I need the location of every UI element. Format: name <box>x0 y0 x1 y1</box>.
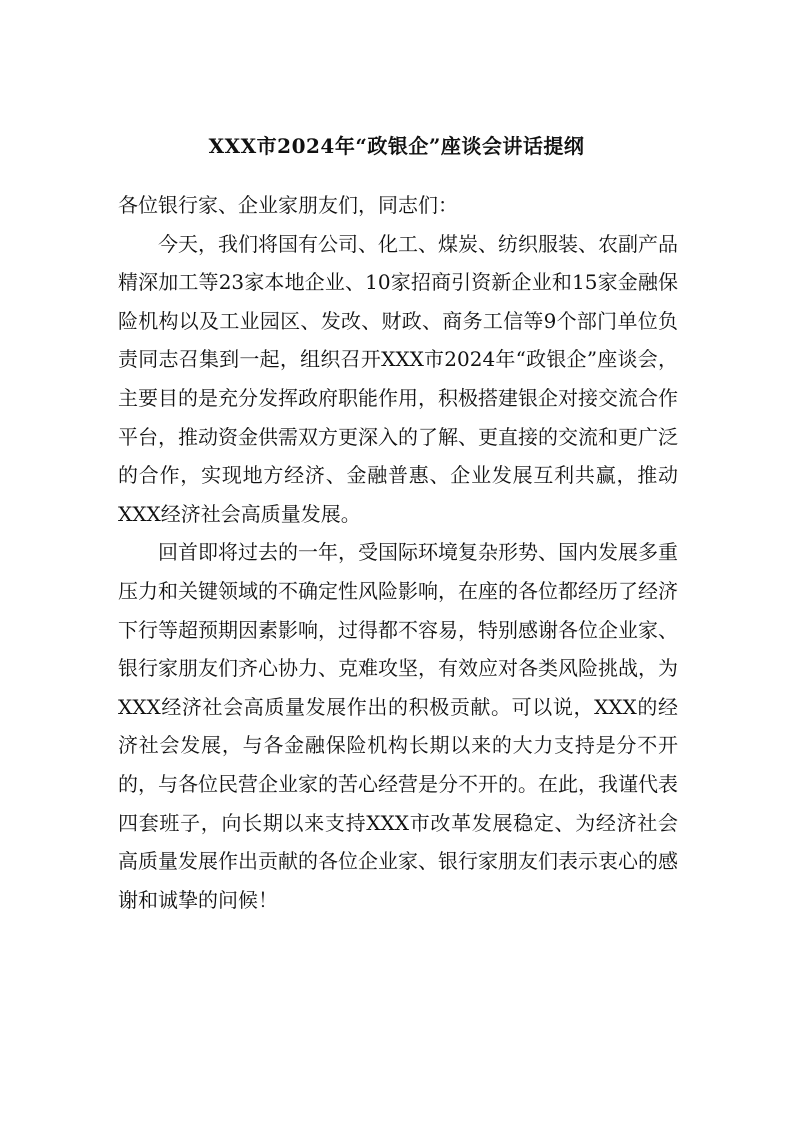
greeting-line: 各位银行家、企业家朋友们，同志们： <box>118 193 458 217</box>
paragraph-2: 回首即将过去的一年，受国际环境复杂形势、国内发展多重压力和关键领域的不确定性风险影响，在座的各位都经历了经济下行等超预期因素影响，过得都不容易，特别感谢各位企业家、银行家朋友们齐心协力、克难攻坚，有效应对各类风险挑战，为XXX经济社会高质量发展作出的积极贡献。可以说，XXX的经济社会发展，与各金融保险机构长期以来的大力支持是分不开的，与各位民营企业家的苦心经营是分不开的。在此，我谨代表四套班子，向长期以来支持XXX市改革发展稳定、为经济社会高质量发展作出贡献的各位企业家、银行家朋友们表示衷心的感谢和诚挚的问候！ <box>118 540 678 912</box>
document-body <box>118 186 678 919</box>
document-title: XXX市2024年“政银企”座谈会讲话提纲 <box>208 134 585 158</box>
paragraph-1: 今天，我们将国有公司、化工、煤炭、纺织服装、农副产品精深加工等23家本地企业、10家招商引资新企业和15家金融保险机构以及工业园区、发改、财政、商务工信等9个部门单位负责同志召集到一起，组织召开XXX市2024年“政银企”座谈会，主要目的是充分发挥政府职能作用，积极搭建银企对接交流合作平台，推动资金供需双方更深入的了解、更直接的交流和更广泛的合作，实现地方经济、金融普惠、企业发展互利共赢，推动XXX经济社会高质量发展。 <box>118 231 678 526</box>
